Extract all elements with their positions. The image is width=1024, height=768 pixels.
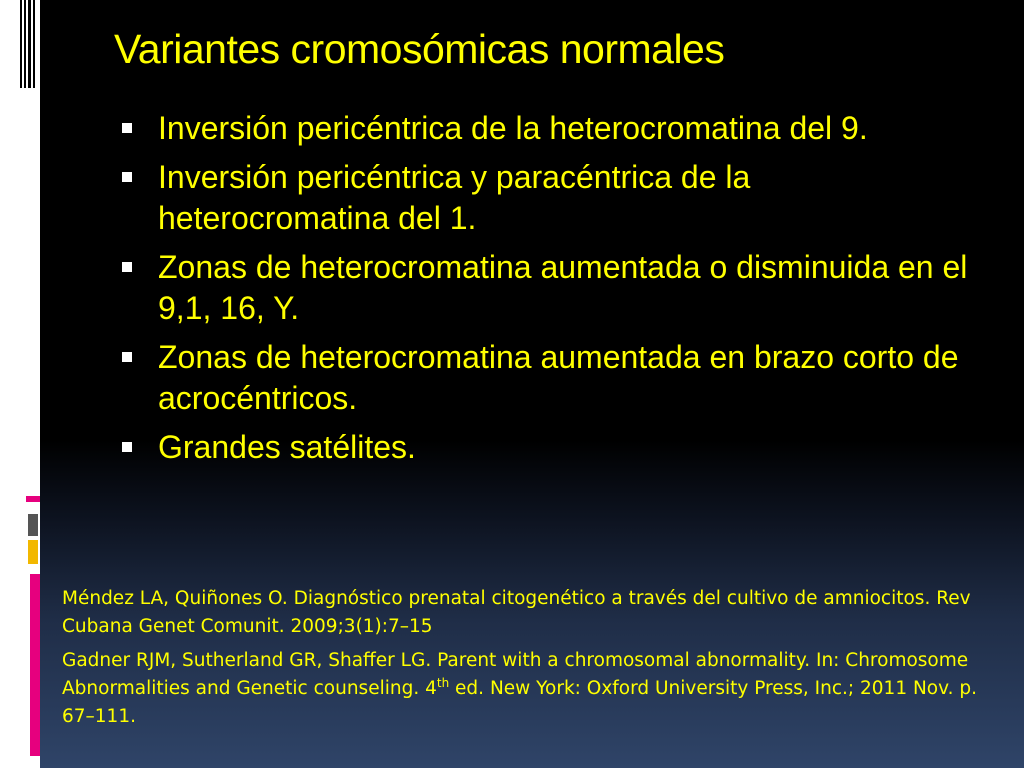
list-item (118, 337, 978, 419)
slide-title: Variantes cromosómicas normales (114, 26, 725, 72)
decor-stripe (28, 0, 31, 88)
list-item (118, 427, 978, 468)
reference-item: Méndez LA, Quiñones O. Diagnóstico prenatal citogenético a través del cultivo de amniocitos. Rev Cubana Genet Comunit. 2009;3(1):7–15 (62, 588, 971, 637)
decor-block-pink-tall (30, 574, 40, 756)
reference-item (62, 647, 982, 731)
bullet-text: Zonas de heterocromatina aumentada o disminuida en el 9,1, 16, Y. (158, 249, 968, 326)
references (62, 585, 982, 737)
list-item (118, 247, 978, 329)
bullet-text: Inversión pericéntrica de la heterocromatina del 9. (158, 110, 868, 146)
square-bullet-icon (122, 352, 132, 362)
reference-superscript: th (436, 675, 450, 690)
bullet-list (118, 108, 978, 476)
list-item (118, 157, 978, 239)
square-bullet-icon (122, 172, 132, 182)
reference-text: Gadner RJM, Sutherland GR, Shaffer LG. Parent with a chromosomal abnormality. In: Chromosome Abnormalities and Genetic counseling. 4 (62, 650, 969, 699)
square-bullet-icon (122, 262, 132, 272)
decor-block-gray (28, 514, 38, 536)
square-bullet-icon (122, 442, 132, 452)
bullet-text: Inversión pericéntrica y paracéntrica de la heterocromatina del 1. (158, 159, 751, 236)
decor-block-yellow (28, 540, 38, 564)
list-item (118, 108, 978, 149)
decor-stripe (33, 0, 35, 88)
decor-stripe (24, 0, 26, 88)
decor-stripe (20, 0, 22, 88)
bullet-text: Zonas de heterocromatina aumentada en brazo corto de acrocéntricos. (158, 339, 959, 416)
square-bullet-icon (122, 123, 132, 133)
reference-text: ed. New York: Oxford University Press, Inc.; 2011 Nov. p. 67–111. (62, 678, 978, 727)
decor-block-pink (26, 496, 40, 502)
bullet-text: Grandes satélites. (158, 429, 416, 465)
